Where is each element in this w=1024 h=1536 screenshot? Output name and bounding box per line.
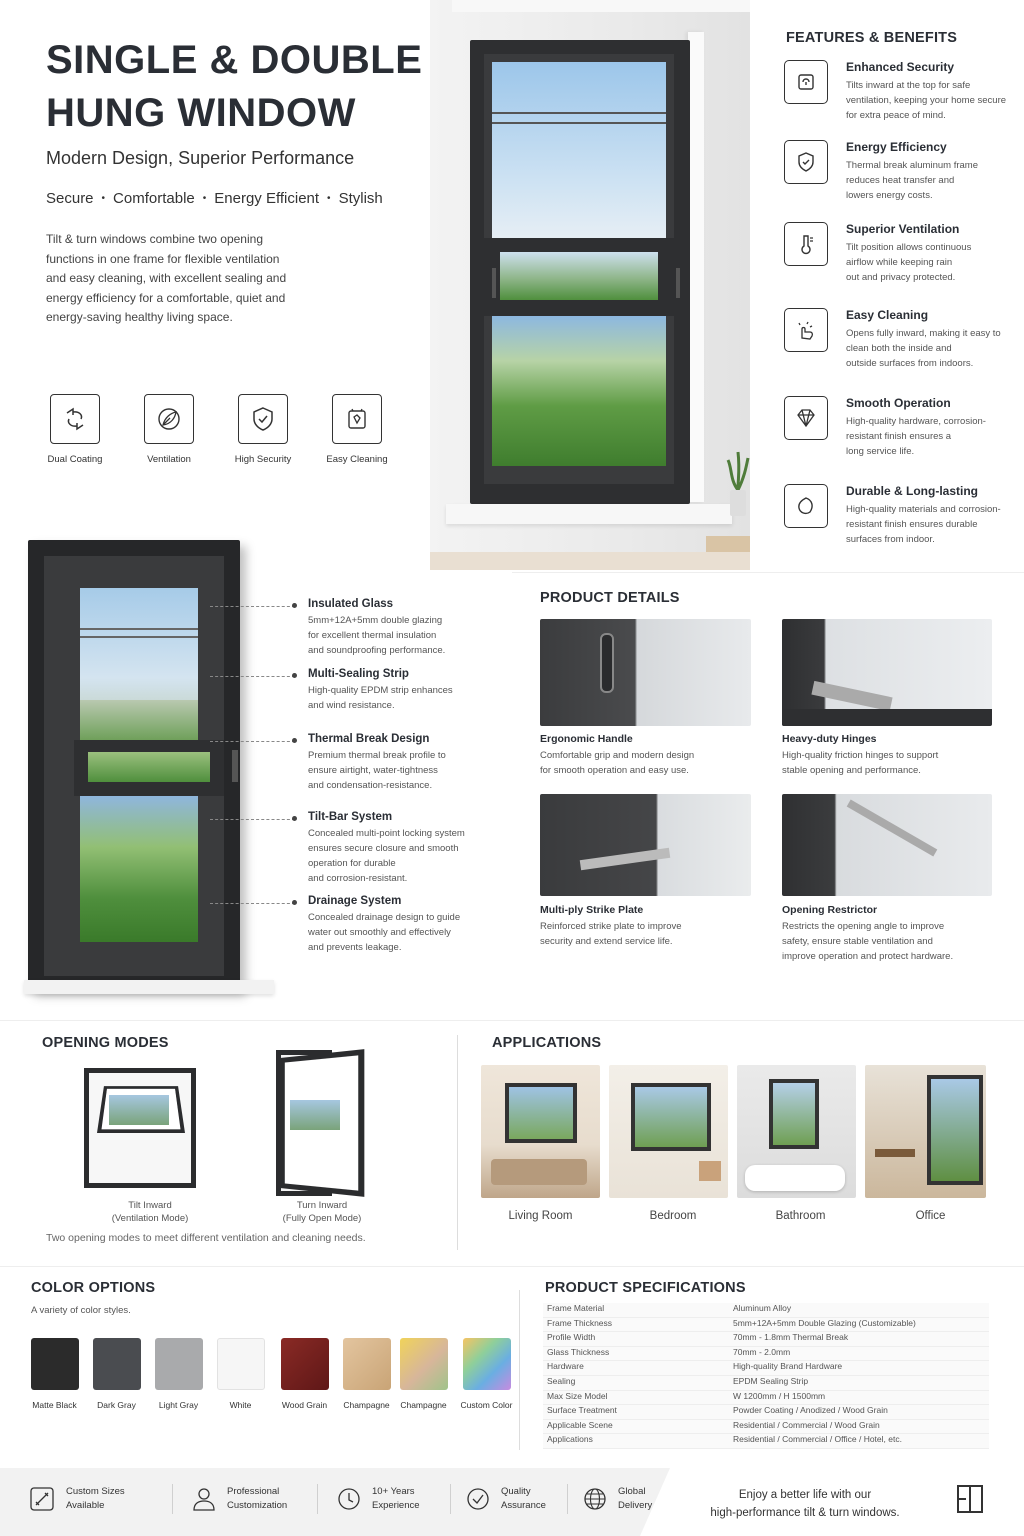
app-label: Bathroom: [775, 1210, 826, 1222]
desc-line: Tilt & turn windows combine two opening: [46, 232, 263, 246]
bottom-bar-items: [28, 1484, 672, 1514]
bar-item-delivery: [572, 1485, 672, 1513]
features-list: [784, 60, 1014, 564]
detail-desc: improve operation and protect hardware.: [782, 951, 954, 962]
app-label: Living Room: [508, 1210, 573, 1222]
swatch-white[interactable]: [217, 1338, 265, 1390]
hand-sparkle-icon: [784, 308, 828, 352]
mode-turn-illustration: [276, 1050, 358, 1196]
swatch-label: Light Gray: [158, 1400, 199, 1410]
spec-row: [543, 1420, 989, 1435]
feature-item: [784, 308, 1014, 396]
features-title: FEATURES & BENEFITS: [786, 30, 958, 46]
window-logo-icon: [956, 1484, 984, 1514]
app-photo-living: [481, 1065, 600, 1198]
swatch-label: Champagne: [400, 1400, 447, 1410]
hero-window-scene: [430, 0, 750, 570]
callout-dot: [292, 900, 297, 905]
spec-row: [543, 1318, 989, 1333]
tag-stylish: Stylish: [338, 190, 383, 207]
feature-desc: reduces heat transfer and: [846, 175, 955, 186]
detail-desc: Comfortable grip and modern design: [540, 750, 695, 761]
callout-title: Multi-Sealing Strip: [308, 668, 409, 680]
callout-desc: and condensation-resistance.: [308, 780, 433, 791]
upper-glass: [492, 62, 666, 238]
callout-item: [292, 895, 502, 965]
swatch-champagne-2[interactable]: [400, 1338, 448, 1390]
swatch-item[interactable]: [336, 1338, 397, 1410]
swatch-label: Matte Black: [32, 1400, 77, 1410]
globe-icon: [582, 1486, 608, 1512]
callout-item: [292, 668, 502, 733]
mode-label: Turn Inward: [296, 1200, 348, 1211]
plant-decor: [726, 450, 750, 520]
callout-desc: and corrosion-resistant.: [308, 873, 408, 884]
bar-label: Quality: [501, 1486, 531, 1497]
detail-desc: security and extend service life.: [540, 936, 673, 947]
spec-value: EPDM Sealing Strip: [733, 1375, 809, 1386]
detail-desc: stable opening and performance.: [782, 765, 921, 776]
feature-desc: long service life.: [846, 446, 915, 457]
bar-item-custom-sizes: [28, 1485, 168, 1513]
dual-coating-icon: [50, 394, 100, 444]
feature-desc: resistant finish ensures durable: [846, 519, 978, 530]
lock-icon: [784, 60, 828, 104]
desc-line: functions in one frame for flexible ventilation: [46, 251, 280, 266]
callout-title: Drainage System: [308, 895, 402, 907]
callout-item: [292, 598, 502, 668]
hero-window-frame: [470, 40, 690, 504]
callout-list: [292, 598, 502, 965]
mode-tilt-label: [80, 1199, 220, 1225]
swatch-wood-grain[interactable]: [281, 1338, 329, 1390]
opening-modes-title: OPENING MODES: [42, 1035, 169, 1051]
app-photo-bathroom: [737, 1065, 856, 1198]
callout-desc: Premium thermal break profile to: [308, 750, 446, 761]
spec-value: Residential / Commercial / Wood Grain: [733, 1419, 880, 1430]
spec-key: Hardware: [547, 1361, 584, 1372]
opening-modes-note: Two opening modes to meet different ventilation and cleaning needs.: [46, 1232, 366, 1244]
callout-item: [292, 733, 502, 811]
callout-desc: water out smoothly and effectively: [308, 927, 451, 938]
feature-desc: airflow while keeping rain: [846, 257, 953, 268]
specs-title: PRODUCT SPECIFICATIONS: [545, 1280, 746, 1296]
desc-line: energy-saving healthy living space.: [46, 310, 233, 324]
spec-row: [543, 1376, 989, 1391]
callout-desc: operation for durable: [308, 858, 396, 869]
spec-row: [543, 1434, 989, 1449]
callout-desc: ensure airtight, water-tightness: [308, 765, 438, 776]
spec-row: [543, 1405, 989, 1420]
bar-label: Custom Sizes: [66, 1486, 125, 1497]
leaf-loop-icon: [784, 484, 828, 528]
detail-item: [782, 904, 1012, 964]
tagline-line: Enjoy a better life with our: [738, 1489, 872, 1501]
feature-item: [784, 140, 1014, 222]
cleaning-icon: [332, 394, 382, 444]
spec-value: 70mm - 1.8mm Thermal Break: [733, 1332, 849, 1343]
detail-photo-strike: [540, 794, 751, 896]
feature-title: Energy Efficiency: [846, 140, 947, 154]
bar-item-quality: [455, 1485, 563, 1513]
spec-value: Aluminum Alloy: [733, 1303, 792, 1313]
bar-item-experience: [322, 1485, 446, 1513]
callout-desc: ensures secure closure and smooth: [308, 843, 459, 854]
swatch-custom-color[interactable]: [463, 1338, 511, 1390]
swatch-item[interactable]: [456, 1338, 517, 1410]
spec-row: [543, 1303, 989, 1318]
clock-icon: [336, 1486, 362, 1512]
feature-desc: clean both the inside and: [846, 343, 952, 354]
hero-description: [46, 230, 386, 328]
callout-dot: [292, 816, 297, 821]
app-photo-bedroom: [609, 1065, 728, 1198]
bar-item-customization: [177, 1485, 313, 1513]
mode-tilt-illustration: [84, 1068, 196, 1188]
feature-desc: Opens fully inward, making it easy to: [846, 328, 1001, 339]
detail-photo-handle: [540, 619, 751, 726]
hero-tags: Secure • Comfortable • Energy Efficient • Stylish: [46, 190, 383, 207]
mode-turn-label: [252, 1199, 392, 1225]
icon-label: Dual Coating: [47, 454, 103, 465]
bottom-tagline: [690, 1486, 920, 1522]
spec-value: 5mm+12A+5mm Double Glazing (Customizable): [733, 1317, 916, 1328]
swatch-label: Custom Color: [460, 1400, 513, 1410]
diamond-icon: [784, 396, 828, 440]
hero-title: [46, 34, 422, 140]
spec-value: Residential / Commercial / Office / Hotel, etc.: [733, 1434, 902, 1445]
spec-key: Frame Material: [547, 1303, 605, 1313]
hero-icon-item: [223, 394, 303, 465]
detail-title: Opening Restrictor: [782, 904, 878, 916]
spec-key: Glass Thickness: [547, 1346, 610, 1357]
specs-table: [543, 1303, 989, 1449]
spec-value: Powder Coating / Anodized / Wood Grain: [733, 1405, 888, 1416]
swatch-label: White: [229, 1400, 252, 1410]
callout-desc: 5mm+12A+5mm double glazing: [308, 615, 443, 626]
swatch-dark-gray[interactable]: [93, 1338, 141, 1390]
tag-comfortable: Comfortable: [113, 190, 195, 207]
feature-item: [784, 60, 1014, 140]
feature-desc: ventilation, keeping your home secure: [846, 95, 1007, 106]
detail-photo-hinge: [782, 619, 992, 726]
details-title: PRODUCT DETAILS: [540, 590, 680, 606]
feature-desc: lowers energy costs.: [846, 190, 933, 201]
swatch-item[interactable]: [148, 1338, 209, 1410]
swatch-matte-black[interactable]: [31, 1338, 79, 1390]
spec-key: Max Size Model: [547, 1390, 608, 1401]
bar-label: Available: [66, 1500, 105, 1511]
bar-label: Delivery: [618, 1500, 653, 1511]
spec-key: Sealing: [547, 1375, 576, 1386]
detail-title: Heavy-duty Hinges: [782, 733, 877, 745]
bar-label: Experience: [372, 1500, 420, 1511]
feature-desc: Tilts inward at the top for safe: [846, 80, 971, 91]
icon-label: Ventilation: [147, 454, 191, 465]
applications-title: APPLICATIONS: [492, 1035, 602, 1051]
feature-item: [784, 484, 1014, 564]
detail-item: [782, 733, 1012, 778]
hero-title-line2: HUNG WINDOW: [46, 91, 356, 135]
detail-desc: safety, ensure stable ventilation and: [782, 936, 933, 947]
shield-icon: [238, 394, 288, 444]
feature-desc: High-quality hardware, corrosion-: [846, 416, 986, 427]
bar-label: Professional: [227, 1486, 280, 1497]
mode-label: (Fully Open Mode): [282, 1213, 362, 1224]
spec-key: Applications: [547, 1434, 593, 1445]
spec-key: Surface Treatment: [547, 1405, 617, 1416]
swatch-champagne[interactable]: [343, 1338, 391, 1390]
icon-label: High Security: [234, 454, 292, 465]
mode-label: (Ventilation Mode): [111, 1213, 189, 1224]
spec-row: [543, 1347, 989, 1362]
feature-desc: for extra peace of mind.: [846, 110, 946, 121]
callout-dot: [292, 738, 297, 743]
detail-photo-restrictor: [782, 794, 992, 896]
spec-key: Frame Thickness: [547, 1317, 613, 1328]
bar-label: 10+ Years: [372, 1486, 415, 1497]
feature-title: Superior Ventilation: [846, 222, 960, 236]
app-photo-office: [865, 1065, 986, 1198]
spec-row: [543, 1332, 989, 1347]
swatch-light-gray[interactable]: [155, 1338, 203, 1390]
callout-dot: [292, 673, 297, 678]
mode-label: Tilt Inward: [128, 1200, 172, 1211]
detail-title: Ergonomic Handle: [540, 733, 633, 745]
hero-title-line1: SINGLE & DOUBLE: [46, 38, 423, 82]
tag-energy: Energy Efficient: [214, 190, 320, 207]
detail-desc: Restricts the opening angle to improve: [782, 921, 945, 932]
bar-label: Customization: [227, 1500, 288, 1511]
swatch-label: Wood Grain: [281, 1400, 328, 1410]
icon-label: Easy Cleaning: [326, 454, 388, 465]
callout-desc: and soundproofing performance.: [308, 645, 446, 656]
feature-desc: out and privacy protected.: [846, 272, 956, 283]
ventilation-icon: [144, 394, 194, 444]
feature-title: Smooth Operation: [846, 396, 951, 410]
person-icon: [191, 1485, 217, 1513]
callout-desc: High-quality EPDM strip enhances: [308, 685, 453, 696]
feature-desc: resistant finish ensures a: [846, 431, 952, 442]
lower-glass: [492, 316, 666, 466]
spec-key: Profile Width: [547, 1332, 596, 1343]
tag-secure: Secure: [46, 190, 94, 207]
feature-desc: Tilt position allows continuous: [846, 242, 972, 253]
desc-line: energy efficiency for a comfortable, quiet and: [46, 290, 286, 305]
ruler-icon: [28, 1485, 56, 1513]
feature-desc: Thermal break aluminum frame: [846, 160, 978, 171]
hero-icon-item: [317, 394, 397, 465]
app-label: Bedroom: [649, 1210, 697, 1222]
spec-value: 70mm - 2.0mm: [733, 1346, 791, 1357]
feature-title: Durable & Long-lasting: [846, 484, 978, 498]
spec-row: [543, 1361, 989, 1376]
tagline-line: high-performance tilt & turn windows.: [710, 1507, 900, 1519]
spec-value: High-quality Brand Hardware: [733, 1361, 843, 1372]
applications-labels: [481, 1210, 993, 1222]
feature-title: Enhanced Security: [846, 60, 955, 74]
check-badge-icon: [465, 1486, 491, 1512]
spec-value: W 1200mm / H 1500mm: [733, 1390, 826, 1401]
detail-title: Multi-ply Strike Plate: [540, 904, 644, 916]
feature-item: [784, 222, 1014, 308]
detail-item: [540, 733, 760, 778]
swatch-item[interactable]: [274, 1338, 335, 1410]
feature-desc: outside surfaces from indoors.: [846, 358, 974, 369]
cutaway-window: [28, 540, 268, 996]
detail-desc: for smooth operation and easy use.: [540, 765, 689, 776]
bar-label: Assurance: [501, 1500, 546, 1511]
swatch-item[interactable]: [210, 1338, 271, 1410]
feature-title: Easy Cleaning: [846, 308, 929, 322]
desc-line: and easy cleaning, with excellent sealing and: [46, 271, 287, 285]
hero-icon-item: [129, 394, 209, 465]
bar-label: Global: [618, 1486, 646, 1497]
hero-icon-item: [35, 394, 115, 465]
spec-key: Applicable Scene: [547, 1419, 613, 1430]
detail-desc: Reinforced strike plate to improve: [540, 921, 682, 932]
callout-desc: for excellent thermal insulation: [308, 630, 437, 641]
hero-subtitle: Modern Design, Superior Performance: [46, 148, 355, 168]
feature-desc: surfaces from indoor.: [846, 534, 935, 545]
feature-item: [784, 396, 1014, 484]
callout-desc: Concealed drainage design to guide: [308, 912, 461, 923]
feature-desc: High-quality materials and corrosion-: [846, 504, 1001, 515]
detail-desc: High-quality friction hinges to support: [782, 750, 939, 761]
colors-title: COLOR OPTIONS: [31, 1280, 156, 1296]
swatch-label: Champagne: [343, 1400, 390, 1410]
thermometer-icon: [784, 222, 828, 266]
callout-dot: [292, 603, 297, 608]
callout-desc: Concealed multi-point locking system: [308, 828, 465, 839]
hero-icon-row: [35, 394, 397, 465]
callout-title: Tilt-Bar System: [308, 811, 393, 823]
callout-title: Insulated Glass: [308, 598, 394, 610]
callout-desc: and wind resistance.: [308, 700, 395, 711]
callout-desc: and prevents leakage.: [308, 942, 402, 953]
callout-title: Thermal Break Design: [308, 733, 430, 745]
detail-item: [540, 904, 760, 949]
swatch-label: Dark Gray: [97, 1400, 136, 1410]
swatch-item[interactable]: [86, 1338, 147, 1410]
colors-subtitle: A variety of color styles.: [31, 1305, 131, 1316]
color-swatches: [24, 1338, 517, 1410]
spec-row: [543, 1391, 989, 1406]
swatch-item[interactable]: [24, 1338, 85, 1410]
shield-check-icon: [784, 140, 828, 184]
callout-item: [292, 811, 502, 895]
swatch-item[interactable]: [398, 1338, 449, 1410]
app-label: Office: [915, 1210, 946, 1222]
